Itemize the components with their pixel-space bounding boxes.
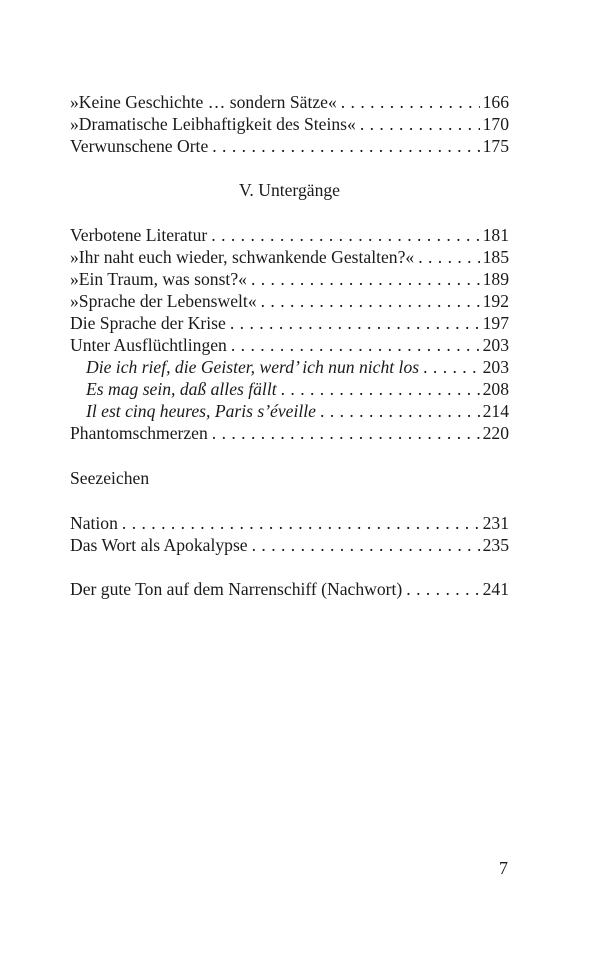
toc-entry-title: »Dramatische Leibhaftigkeit des Steins« [70, 114, 356, 134]
page-number: 7 [499, 858, 508, 878]
toc-entry-title: Phantomschmerzen [70, 423, 208, 443]
toc-entry-page: 197 [482, 313, 509, 333]
toc-entry-page: 181 [482, 225, 509, 245]
section-heading-seezeichen: Seezeichen [70, 468, 150, 488]
leader-dots [252, 534, 480, 556]
leader-dots [211, 224, 479, 246]
toc-entry [70, 268, 509, 290]
toc-subentry-title: Die ich rief, die Geister, werd’ ich nun nicht los [86, 357, 420, 377]
toc-group-3 [70, 512, 509, 556]
toc-entry-title: »Keine Geschichte … sondern Sätze« [70, 92, 337, 112]
leader-dots [212, 135, 479, 157]
toc-group-1 [70, 91, 509, 157]
leader-dots [341, 91, 480, 113]
toc-entry [70, 312, 509, 334]
toc-group-4 [70, 578, 509, 600]
toc-group-2 [70, 224, 509, 444]
leader-dots [281, 378, 480, 400]
toc-subentry [70, 378, 509, 400]
toc-subentry [70, 356, 509, 378]
toc-entry-title: Der gute Ton auf dem Narrenschiff (Nachwort) [70, 579, 403, 599]
toc-entry-page: 192 [482, 291, 509, 311]
toc-entry-page: 220 [482, 423, 509, 443]
toc-entry-title: »Ein Traum, was sonst?« [70, 269, 247, 289]
toc-entry-title: »Sprache der Lebenswelt« [70, 291, 257, 311]
toc-entry-title: Die Sprache der Krise [70, 313, 226, 333]
toc-entry [70, 578, 509, 600]
leader-dots [406, 578, 479, 600]
toc-entry-page: 231 [482, 513, 509, 533]
leader-dots [418, 246, 479, 268]
toc-entry-title: Nation [70, 513, 118, 533]
toc-entry-page: 170 [482, 114, 509, 134]
toc-entry-page: 175 [482, 136, 509, 156]
toc-entry-page: 185 [482, 247, 509, 267]
toc-entry [70, 91, 509, 113]
toc-entry [70, 135, 509, 157]
toc-entry-title: Verbotene Literatur [70, 225, 208, 245]
toc-entry-page: 189 [482, 269, 509, 289]
toc-subentry-page: 214 [482, 401, 509, 421]
toc-entry-title: Verwunschene Orte [70, 136, 209, 156]
leader-dots [261, 290, 480, 312]
toc-entry [70, 224, 509, 246]
leader-dots [320, 400, 480, 422]
toc-entry [70, 422, 509, 444]
toc-subentry-page: 208 [482, 379, 509, 399]
toc-entry [70, 246, 509, 268]
leader-dots [360, 113, 480, 135]
toc-subentry-title: Il est cinq heures, Paris s’éveille [86, 401, 316, 421]
section-heading: V. Untergänge [239, 180, 340, 200]
leader-dots [122, 512, 480, 534]
leader-dots [230, 312, 480, 334]
leader-dots [231, 334, 480, 356]
toc-entry [70, 113, 509, 135]
toc-entry [70, 290, 509, 312]
leader-dots [212, 422, 480, 444]
leader-dots [423, 356, 480, 378]
toc-subentry-title: Es mag sein, daß alles fällt [86, 379, 277, 399]
toc-entry [70, 512, 509, 534]
toc-entry-page: 203 [482, 335, 509, 355]
toc-entry [70, 334, 509, 356]
toc-subentry-page: 203 [482, 357, 509, 377]
leader-dots [251, 268, 480, 290]
toc-entry [70, 534, 509, 556]
toc-entry-title: Unter Ausflüchtlingen [70, 335, 227, 355]
toc-entry-page: 166 [482, 92, 509, 112]
toc-entry-title: Das Wort als Apokalypse [70, 535, 248, 555]
toc-entry-page: 241 [482, 579, 509, 599]
toc-entry-page: 235 [482, 535, 509, 555]
toc-subentry [70, 400, 509, 422]
toc-entry-title: »Ihr naht euch wieder, schwankende Gestalten?« [70, 247, 415, 267]
